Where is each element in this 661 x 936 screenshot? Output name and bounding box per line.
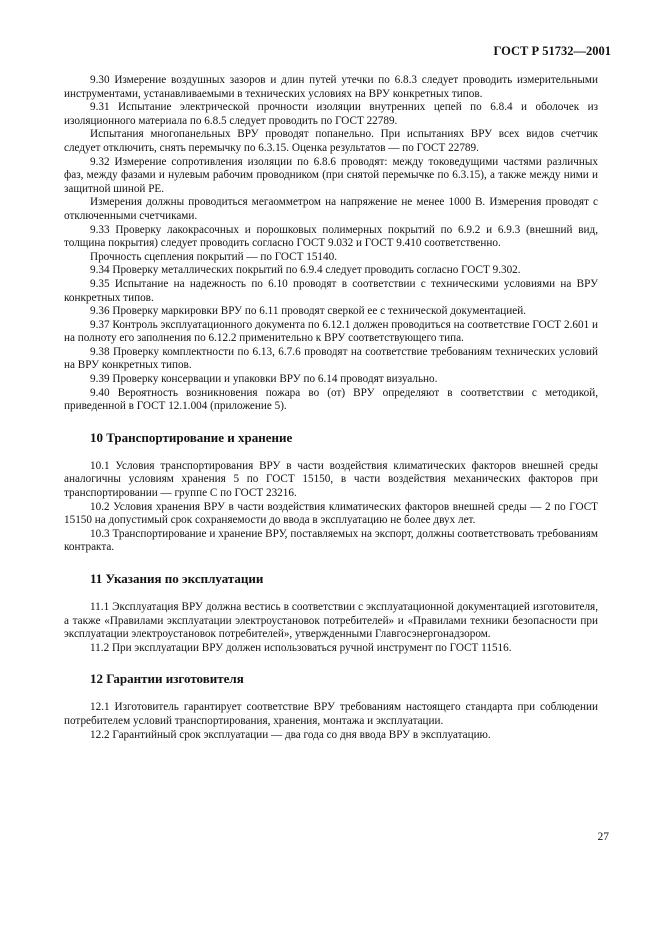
paragraph-9-35: 9.35 Испытание на надежность по 6.10 проводят в соответствии с техническими условиями на ВРУ конкретных типов. (64, 277, 598, 304)
paragraph-9-40: 9.40 Вероятность возникновения пожара во (от) ВРУ определяют в соответствии с методикой, приведенной в ГОСТ 12.1.004 (приложение 5). (64, 386, 598, 413)
paragraph-11-2: 11.2 При эксплуатации ВРУ должен использоваться ручной инструмент по ГОСТ 11516. (90, 641, 512, 654)
paragraph-10-3: 10.3 Транспортирование и хранение ВРУ, поставляемых на экспорт, должны соответствовать требованиям контракта. (64, 527, 598, 554)
paragraph-9-39: 9.39 Проверку консервации и упаковки ВРУ по 6.14 проводят визуально. (90, 373, 438, 386)
paragraph-9-38: 9.38 Проверку комплектности по 6.13, 6.7.6 проводят на соответствие требованиям технических условий на ВРУ конкретных типов. (64, 345, 598, 372)
paragraph-12-1: 12.1 Изготовитель гарантирует соответствие ВРУ требованиям настоящего стандарта при соблюдении потребителем условий транспортирования, хранения, монтажа и эксплуатации. (64, 701, 598, 727)
section-10-heading: 10 Транспортирование и хранение (90, 429, 293, 445)
paragraph-11-1: 11.1 Эксплуатация ВРУ должна вестись в соответствии с эксплуатационной документацией изготовителя, а также «Правилами эксплуатации электроустановок потребителей» и «Правилами техники безопасности при эксплуатации электроустановок потребителей», утвержденными Главгосэнергонадзором. (64, 601, 598, 641)
paragraph-9-36: 9.36 Проверку маркировки ВРУ по 6.11 проводят сверкой ее с технической документацией. (90, 305, 526, 318)
paragraph-9-33-note: Прочность сцепления покрытий — по ГОСТ 15140. (90, 250, 337, 263)
document-body (64, 74, 598, 742)
document-header: ГОСТ Р 51732—2001 (493, 44, 611, 58)
paragraph-9-31: 9.31 Испытание электрической прочности изоляции внутренних цепей по 6.8.4 и оболочек из изоляционного материала по 6.8.5 следует проводить по ГОСТ 22789. (64, 101, 598, 127)
paragraph-12-2: 12.2 Гарантийный срок эксплуатации — два года со дня ввода ВРУ в эксплуатацию. (90, 728, 491, 741)
paragraph-9-32: 9.32 Измерение сопротивления изоляции по 6.8.6 проводят: между токоведущими частями различных фаз, между фазами и нулевым рабочим проводником (при снятой перемычке по 6.3.15), а также между ними и защитной шиной PE. (64, 155, 598, 195)
paragraph-10-1: 10.1 Условия транспортирования ВРУ в части воздействия климатических факторов внешней среды аналогичны условиям хранения 5 по ГОСТ 15150, в части воздействия механических факторов при транспортировании — группе С по ГОСТ 23216. (64, 459, 598, 500)
paragraph-9-30: 9.30 Измерение воздушных зазоров и длин путей утечки по 6.8.3 следует проводить измерительными инструментами, устанавливаемыми в технических условиях на ВРУ конкретных типов. (64, 74, 598, 100)
paragraph-9-33: 9.33 Проверку лакокрасочных и порошковых полимерных покрытий по 6.9.2 и 6.9.3 (внешний вид, толщина покрытия) следует проводить согласно ГОСТ 9.032 и ГОСТ 9.410 соответственно. (64, 223, 598, 250)
page-number: 27 (597, 831, 609, 843)
section-12-heading: 12 Гарантии изготовителя (90, 671, 244, 687)
section-11-heading: 11 Указания по эксплуатации (90, 571, 264, 586)
paragraph-9-31-note: Испытания многопанельных ВРУ проводят попанельно. При испытаниях ВРУ всех видов счетчик следует отключить, снять перемычку по 6.3.15. Оценка результатов — по ГОСТ 22789. (64, 128, 598, 154)
paragraph-10-2: 10.2 Условия хранения ВРУ в части воздействия климатических факторов внешней среды — 2 по ГОСТ 15150 на допустимый срок сохраняемости до ввода в эксплуатацию не более двух лет. (64, 500, 598, 527)
paragraph-9-32-note: Измерения должны проводиться мегаомметром на напряжение не менее 1000 В. Измерения проводят с отключенными счетчиками. (64, 196, 598, 222)
paragraph-9-37: 9.37 Контроль эксплуатационного документа по 6.12.1 должен проводиться на соответствие ГОСТ 2.601 и на полноту его заполнения по 6.12.2 применительно к ВРУ соответствующего типа. (64, 318, 598, 345)
paragraph-9-34: 9.34 Проверку металлических покрытий по 6.9.4 следует проводить согласно ГОСТ 9.302. (90, 264, 521, 277)
